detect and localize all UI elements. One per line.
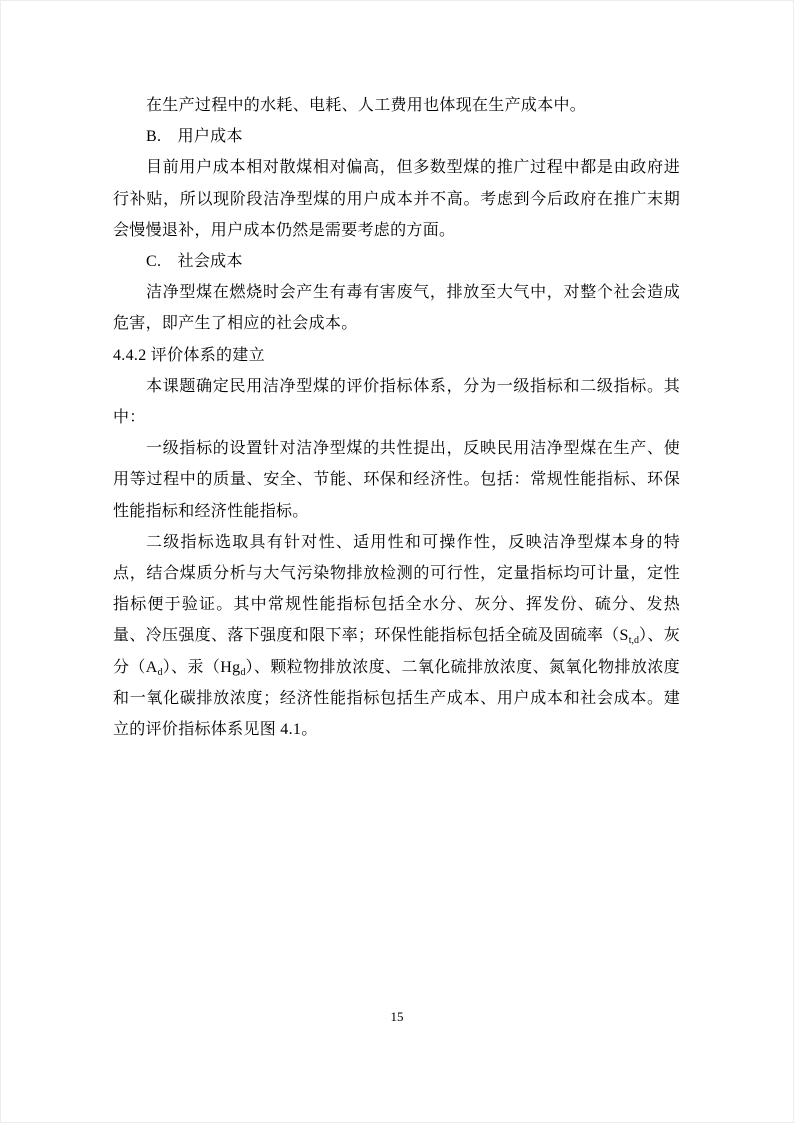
paragraph-production-cost: 在生产过程中的水耗、电耗、人工费用也体现在生产成本中。 — [146, 97, 587, 114]
text-segment: ）、汞（Hg — [162, 658, 241, 676]
subheading-user-cost: B. 用户成本 — [146, 128, 243, 146]
page-number: 15 — [390, 1009, 404, 1024]
document-body — [113, 90, 680, 745]
section-heading-4-4-2: 4.4.2 评价体系的建立 — [113, 346, 265, 364]
subscript-hg-d: d — [240, 666, 246, 678]
subscript-s-td: t,d — [628, 635, 639, 647]
paragraph-secondary-indicators — [113, 527, 680, 745]
subheading-social-cost: C. 社会成本 — [146, 253, 243, 271]
paragraph-evaluation-system-intro: 本课题确定民用洁净型煤的评价指标体系，分为一级指标和二级指标。其中： — [113, 377, 680, 427]
text-segment: 二级指标选取具有针对性、适用性和可操作性，反映洁净型煤本身的特点，结合煤质分析与大气污染物排放检测的可行性，定量指标均可计量，定性指标便于验证。其中常规性能指标包括全水分、灰分、挥发份、硫分、发热量、冷压强度、落下强度和限下率；环保性能指标包括全硫及固硫率（S — [113, 533, 680, 645]
text-segment: ）、灰分（A — [113, 627, 681, 676]
paragraph-primary-indicators: 一级指标的设置针对洁净型煤的共性提出，反映民用洁净型煤在生产、使用等过程中的质量、安全、节能、环保和经济性。包括：常规性能指标、环保性能指标和经济性能指标。 — [113, 440, 680, 520]
text-segment: ）、颗粒物排放浓度、二氧化硫排放浓度、氮氧化物排放浓度和一氧化碳排放浓度；经济性能指标包括生产成本、用户成本和社会成本。建立的评价指标体系见图 4.1。 — [113, 658, 680, 739]
paragraph-social-cost: 洁净型煤在燃烧时会产生有毒有害废气，排放至大气中，对整个社会造成危害，即产生了相应的社会成本。 — [113, 284, 680, 333]
subscript-a-d: d — [157, 666, 163, 678]
paragraph-user-cost: 目前用户成本相对散煤相对偏高，但多数型煤的推广过程中都是由政府进行补贴，所以现阶段洁净型煤的用户成本并不高。考虑到今后政府在推广末期会慢慢退补，用户成本仍然是需要考虑的方面。 — [113, 159, 680, 239]
